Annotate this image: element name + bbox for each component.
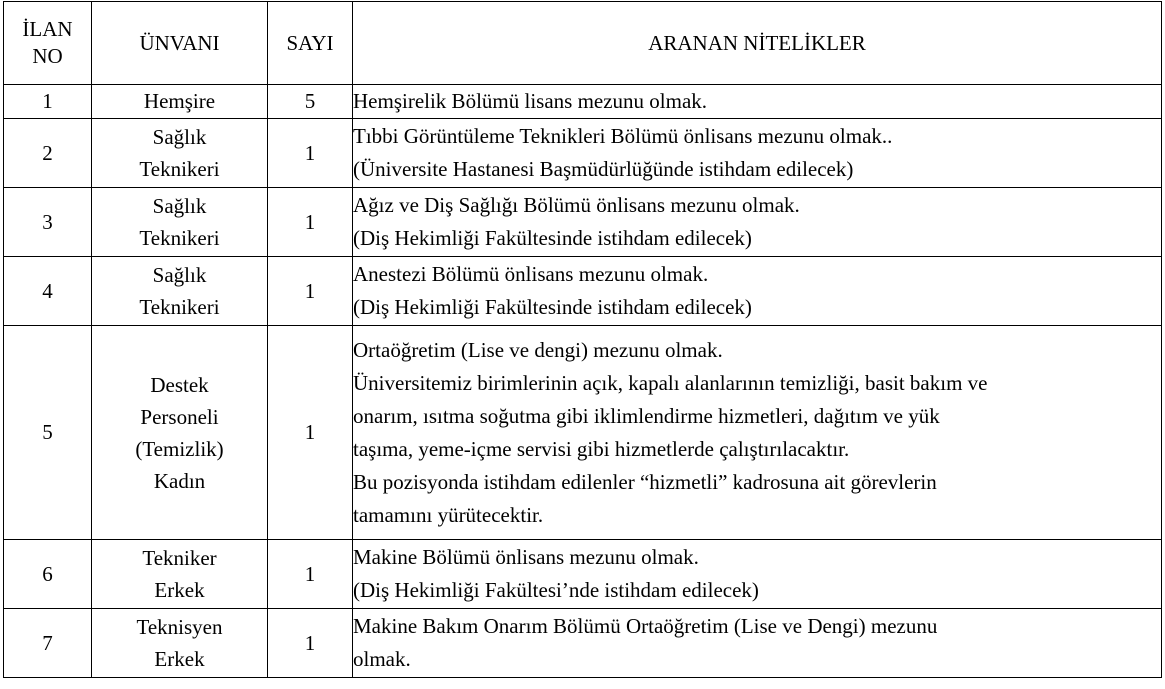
title-line: Erkek: [154, 578, 205, 602]
requirements-cell: [353, 119, 1162, 188]
title-line: Teknisyen: [136, 615, 223, 639]
requirement-line: Ortaöğretim (Lise ve dengi) mezunu olmak.: [353, 337, 723, 362]
title-line: Sağlık: [152, 263, 207, 287]
header-posting-no: [4, 2, 92, 85]
requirement-line: onarım, ısıtma soğutma gibi iklimlendirme hizmetleri, dağıtım ve yük: [353, 403, 940, 428]
count-cell: 5: [268, 85, 353, 119]
requirements-cell: [353, 609, 1162, 678]
posting-no-cell: 2: [4, 119, 92, 188]
requirements-cell: [353, 326, 1162, 540]
requirement-line: olmak.: [353, 647, 411, 671]
title-line: Kadın: [153, 468, 206, 493]
title-line: Personeli: [140, 404, 219, 429]
requirement-line: Ağız ve Diş Sağlığı Bölümü önlisans mezunu olmak.: [353, 193, 800, 217]
posting-no-cell: 3: [4, 188, 92, 257]
requirement-line: tamamını yürütecektir.: [353, 502, 544, 527]
requirement-line: (Diş Hekimliği Fakültesinde istihdam edilecek): [353, 295, 752, 319]
title-line: Tekniker: [142, 546, 217, 570]
requirements-cell: [353, 188, 1162, 257]
header-row: [4, 2, 1162, 85]
requirement-line: Makine Bakım Onarım Bölümü Ortaöğretim (Lise ve Dengi) mezunu: [353, 614, 938, 638]
title-line: Hemşire: [143, 89, 216, 113]
count-cell: 1: [268, 257, 353, 326]
requirement-line: (Diş Hekimliği Fakültesi’nde istihdam edilecek): [353, 578, 759, 602]
table-row: [4, 257, 1162, 326]
count-cell: 1: [268, 609, 353, 678]
table-row: [4, 609, 1162, 678]
count-cell: 1: [268, 119, 353, 188]
count-cell: 1: [268, 188, 353, 257]
header-posting-no-line2: NO: [32, 44, 63, 68]
table-row: [4, 119, 1162, 188]
requirement-line: (Üniversite Hastanesi Başmüdürlüğünde istihdam edilecek): [353, 157, 854, 181]
title-cell: [92, 609, 268, 678]
title-line: (Temizlik): [135, 436, 224, 461]
requirement-line: Anestezi Bölümü önlisans mezunu olmak.: [353, 262, 709, 286]
count-cell: 1: [268, 326, 353, 540]
count-cell: 1: [268, 540, 353, 609]
table-row: [4, 188, 1162, 257]
title-cell: [92, 257, 268, 326]
requirement-line: taşıma, yeme-içme servisi gibi hizmetlerde çalıştırılacaktır.: [353, 436, 850, 461]
posting-no-cell: 7: [4, 609, 92, 678]
requirement-line: Üniversitemiz birimlerinin açık, kapalı alanlarının temizliği, basit bakım ve: [353, 370, 988, 395]
title-line: Sağlık: [152, 125, 207, 149]
table-row: [4, 540, 1162, 609]
posting-no-cell: 6: [4, 540, 92, 609]
title-cell: [92, 540, 268, 609]
table-row: [4, 326, 1162, 540]
posting-no-cell: 5: [4, 326, 92, 540]
title-line: Teknikeri: [139, 157, 220, 181]
header-count: SAYI: [268, 2, 353, 85]
header-posting-no-line1: İLAN: [22, 17, 73, 41]
requirements-cell: [353, 257, 1162, 326]
table-body: [4, 85, 1162, 678]
table-row: [4, 85, 1162, 119]
requirements-cell: [353, 85, 1162, 119]
title-cell: [92, 85, 268, 119]
title-cell: [92, 326, 268, 540]
title-line: Teknikeri: [139, 295, 220, 319]
title-cell: [92, 119, 268, 188]
requirements-cell: [353, 540, 1162, 609]
title-line: Sağlık: [152, 194, 207, 218]
requirement-line: Tıbbi Görüntüleme Teknikleri Bölümü önlisans mezunu olmak..: [353, 124, 893, 148]
title-line: Erkek: [154, 647, 205, 671]
title-line: Destek: [150, 372, 209, 397]
posting-no-cell: 4: [4, 257, 92, 326]
requirement-line: Bu pozisyonda istihdam edilenler “hizmetli” kadrosuna ait görevlerin: [353, 469, 937, 494]
header-title: ÜNVANI: [92, 2, 268, 85]
title-line: Teknikeri: [139, 226, 220, 250]
header-requirements: ARANAN NİTELİKLER: [353, 2, 1162, 85]
job-posting-table: [3, 1, 1162, 678]
requirement-line: Makine Bölümü önlisans mezunu olmak.: [353, 545, 699, 569]
requirement-line: Hemşirelik Bölümü lisans mezunu olmak.: [353, 89, 708, 113]
posting-no-cell: 1: [4, 85, 92, 119]
title-cell: [92, 188, 268, 257]
requirement-line: (Diş Hekimliği Fakültesinde istihdam edilecek): [353, 226, 752, 250]
